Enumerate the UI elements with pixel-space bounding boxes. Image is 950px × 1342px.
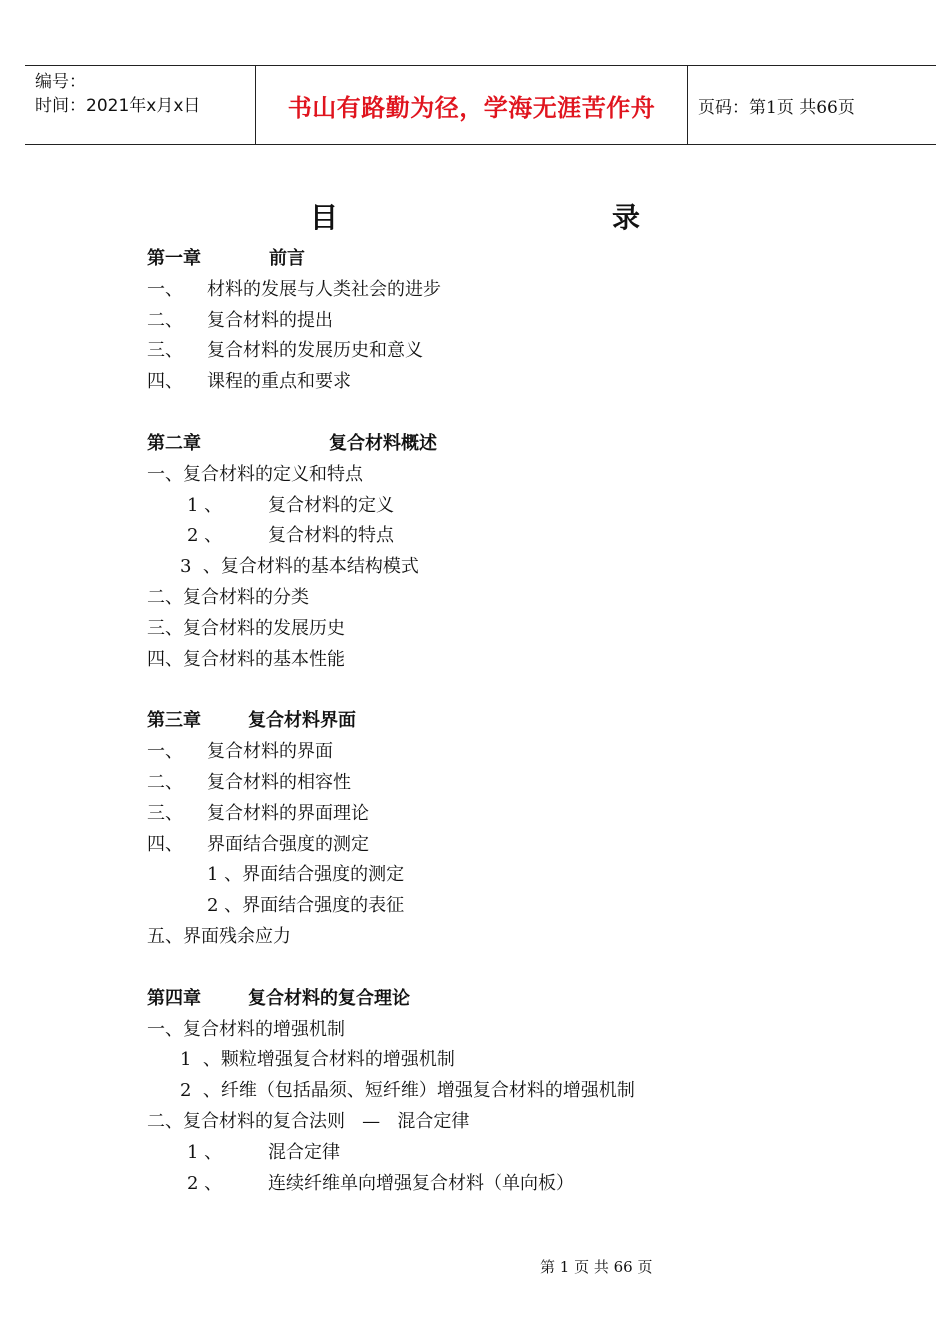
toc-item-text: 复合材料的提出 bbox=[207, 309, 333, 331]
toc-item-text: 2 、界面结合强度的表征 bbox=[207, 895, 405, 917]
toc-item bbox=[147, 1045, 847, 1076]
chapter-heading bbox=[147, 706, 847, 737]
toc-item bbox=[147, 336, 847, 367]
toc-item-num: 1 、 bbox=[187, 1141, 223, 1163]
chapter-heading bbox=[147, 429, 847, 460]
toc-item bbox=[147, 1169, 847, 1200]
toc-item-text: 四、复合材料的基本性能 bbox=[147, 648, 345, 670]
toc-item-text: 复合材料的特点 bbox=[268, 525, 394, 547]
toc-item-text: 复合材料的相容性 bbox=[207, 771, 351, 793]
toc-item bbox=[147, 922, 847, 953]
toc-item-text: 三、复合材料的发展历史 bbox=[147, 617, 345, 639]
page-footer: 第 1 页 共 66 页 bbox=[540, 1258, 653, 1276]
toc-item bbox=[147, 306, 847, 337]
serial-label: 编号： bbox=[35, 72, 86, 92]
toc-item bbox=[147, 552, 847, 583]
toc-item bbox=[147, 860, 847, 891]
toc-item bbox=[147, 491, 847, 522]
toc-item-text: 1 、颗粒增强复合材料的增强机制 bbox=[180, 1049, 455, 1071]
table-of-contents bbox=[147, 244, 847, 1199]
toc-item-text: 界面结合强度的测定 bbox=[207, 833, 369, 855]
toc-item-text: 一、复合材料的增强机制 bbox=[147, 1018, 345, 1040]
toc-item bbox=[147, 1015, 847, 1046]
toc-item-num: 2 、 bbox=[187, 525, 223, 547]
toc-item bbox=[147, 645, 847, 676]
toc-item-num: 三、 bbox=[147, 340, 183, 362]
chapter-label: 第一章 bbox=[147, 248, 201, 269]
toc-item bbox=[147, 891, 847, 922]
toc-item-text: 一、复合材料的定义和特点 bbox=[147, 463, 363, 485]
toc-item bbox=[147, 275, 847, 306]
chapter-heading bbox=[147, 244, 847, 275]
toc-item bbox=[147, 1107, 847, 1138]
toc-item-text: 复合材料的界面 bbox=[207, 741, 333, 763]
toc-item-num: 2 、 bbox=[187, 1172, 223, 1194]
chapter-title: 前言 bbox=[269, 248, 305, 269]
toc-title bbox=[0, 196, 950, 236]
chapter-label: 第三章 bbox=[147, 710, 201, 732]
header-meta bbox=[25, 66, 256, 144]
toc-item-num: 四、 bbox=[147, 371, 183, 393]
toc-item-text: 二、复合材料的分类 bbox=[147, 586, 309, 608]
toc-item-text: 2 、纤维（包括晶须、短纤维）增强复合材料的增强机制 bbox=[180, 1080, 635, 1102]
toc-item bbox=[147, 614, 847, 645]
header-page-label: 页码：第1页 共66页 bbox=[698, 97, 855, 118]
toc-item-text: 混合定律 bbox=[268, 1141, 340, 1163]
toc-item-text: 课程的重点和要求 bbox=[207, 371, 351, 393]
toc-item bbox=[147, 583, 847, 614]
toc-item-num: 1 、 bbox=[187, 494, 223, 516]
chapter-title: 复合材料界面 bbox=[248, 710, 356, 732]
toc-item-text: 五、界面残余应力 bbox=[147, 925, 291, 947]
toc-item-text: 复合材料的定义 bbox=[268, 494, 394, 516]
toc-item-num: 一、 bbox=[147, 278, 183, 300]
spacer bbox=[147, 398, 847, 429]
chapter-title: 复合材料的复合理论 bbox=[248, 987, 410, 1009]
toc-item bbox=[147, 768, 847, 799]
toc-item bbox=[147, 830, 847, 861]
chapter-label: 第四章 bbox=[147, 987, 201, 1009]
toc-item-num: 一、 bbox=[147, 741, 183, 763]
toc-item bbox=[147, 799, 847, 830]
chapter-label: 第二章 bbox=[147, 432, 201, 454]
toc-item bbox=[147, 460, 847, 491]
toc-item bbox=[147, 1076, 847, 1107]
toc-item-text: 二、复合材料的复合法则 — 混合定律 bbox=[147, 1110, 470, 1132]
toc-item bbox=[147, 1138, 847, 1169]
header-motto: 书山有路勤为径，学海无涯苦作舟 bbox=[256, 66, 688, 144]
toc-item-num: 二、 bbox=[147, 771, 183, 793]
toc-item-text: 1 、界面结合强度的测定 bbox=[207, 864, 405, 886]
toc-item-num: 四、 bbox=[147, 833, 183, 855]
toc-item-text: 连续纤维单向增强复合材料（单向板） bbox=[268, 1172, 574, 1194]
toc-item-num: 三、 bbox=[147, 802, 183, 824]
toc-title-left: 目 bbox=[310, 201, 339, 234]
toc-item-num: 二、 bbox=[147, 309, 183, 331]
toc-item bbox=[147, 737, 847, 768]
spacer bbox=[147, 675, 847, 706]
chapter-heading bbox=[147, 984, 847, 1015]
toc-item bbox=[147, 521, 847, 552]
toc-item bbox=[147, 367, 847, 398]
toc-item-text: 材料的发展与人类社会的进步 bbox=[207, 278, 441, 300]
toc-item-text: 复合材料的发展历史和意义 bbox=[207, 340, 423, 362]
date-label: 时间：2021年x月x日 bbox=[35, 96, 201, 116]
page-header bbox=[25, 65, 936, 145]
chapter-title: 复合材料概述 bbox=[329, 432, 437, 454]
toc-item-text: 复合材料的界面理论 bbox=[207, 802, 369, 824]
spacer bbox=[147, 953, 847, 984]
toc-item-text: 3 、复合材料的基本结构模式 bbox=[180, 556, 419, 578]
toc-title-right: 录 bbox=[612, 201, 641, 234]
